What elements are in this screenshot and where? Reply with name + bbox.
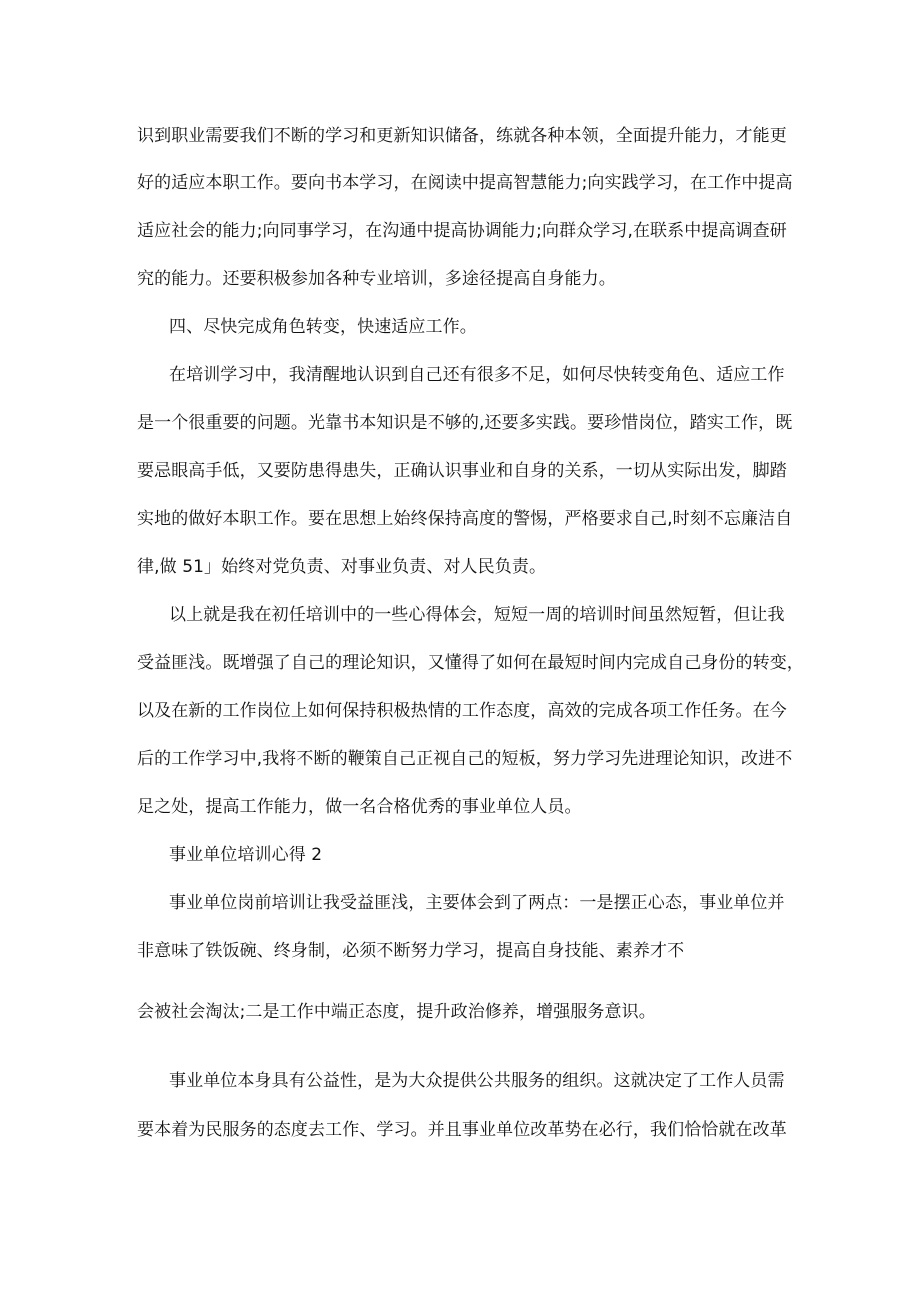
paragraph-line: 受益匪浅。既增强了自己的理论知识，又懂得了如何在最短时间内完成自己身份的转变， bbox=[137, 653, 804, 673]
paragraph-line: 律,做 51」始终对党负责、对事业负责、对人民负责。 bbox=[137, 557, 547, 577]
paragraph-line: 识到职业需要我们不断的学习和更新知识储备，练就各种本领，全面提升能力，才能更 bbox=[137, 126, 787, 146]
paragraph-line: 事业单位岗前培训让我受益匪浅，主要体会到了两点：一是摆正心态，事业单位并 bbox=[169, 893, 785, 913]
paragraph-line: 事业单位本身具有公益性，是为大众提供公共服务的组织。这就决定了工作人员需 bbox=[169, 1071, 785, 1091]
paragraph-line: 后的工作学习中,我将不断的鞭策自己正视自己的短板，努力学习先进理论知识，改进不 bbox=[137, 749, 793, 769]
paragraph-line: 究的能力。还要积极参加各种专业培训，多途径提高自身能力。 bbox=[137, 269, 616, 289]
paragraph-line: 以及在新的工作岗位上如何保持积极热情的工作态度，高效的完成各项工作任务。在今 bbox=[137, 701, 787, 721]
paragraph-line: 适应社会的能力;向同事学习，在沟通中提高协调能力;向群众学习,在联系中提高调查研 bbox=[137, 221, 787, 241]
article-subtitle: 事业单位培训心得 2 bbox=[169, 845, 323, 865]
paragraph-line: 要忌眼高手低，又要防患得患失，正确认识事业和自身的关系，一切从实际出发，脚踏 bbox=[137, 461, 787, 481]
paragraph-line: 在培训学习中，我清醒地认识到自己还有很多不足，如何尽快转变角色、适应工作 bbox=[169, 365, 785, 385]
paragraph-line: 非意味了铁饭碗、终身制，必须不断努力学习，提高自身技能、素养才不 bbox=[137, 941, 685, 961]
paragraph-line: 足之处，提高工作能力，做一名合格优秀的事业单位人员。 bbox=[137, 797, 582, 817]
paragraph-line: 好的适应本职工作。要向书本学习，在阅读中提高智慧能力;向实践学习，在工作中提高 bbox=[137, 173, 793, 193]
paragraph-line: 以上就是我在初任培训中的一些心得体会，短短一周的培训时间虽然短暂，但让我 bbox=[169, 605, 785, 625]
paragraph-line: 要本着为民服务的态度去工作、学习。并且事业单位改革势在必行，我们恰恰就在改革 bbox=[137, 1120, 787, 1140]
section-heading: 四、尽快完成角色转变，快速适应工作。 bbox=[169, 317, 477, 337]
paragraph-line: 是一个很重要的问题。光靠书本知识是不够的,还要多实践。要珍惜岗位，踏实工作，既 bbox=[137, 413, 793, 433]
paragraph-line: 会被社会淘汰;二是工作中端正态度，提升政治修养，增强服务意识。 bbox=[137, 1002, 656, 1022]
paragraph-line: 实地的做好本职工作。要在思想上始终保持高度的警惕，严格要求自己,时刻不忘廉洁自 bbox=[137, 509, 793, 529]
